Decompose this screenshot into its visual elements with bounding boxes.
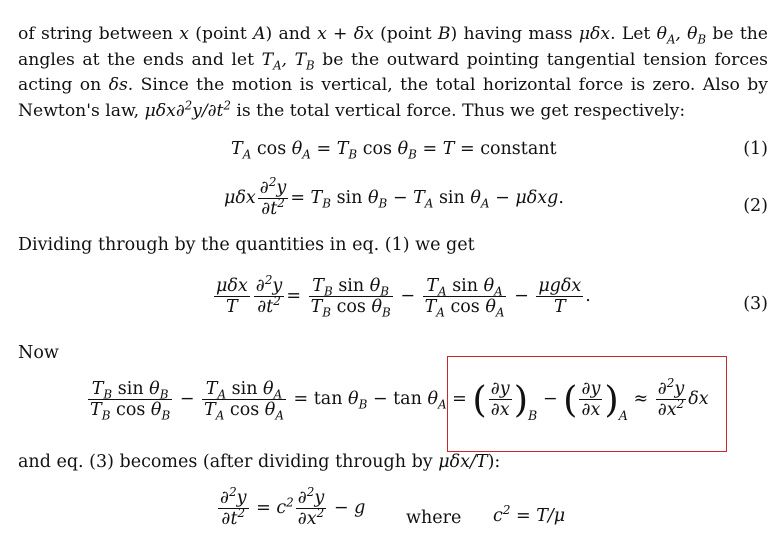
text-segment: ) having mass bbox=[450, 24, 579, 44]
equation-5 bbox=[0, 485, 778, 546]
becomes-text-part-b: ): bbox=[487, 452, 501, 472]
equation-5-body: $\frac{\partial^2y}{\partial t^2}$ = $c^2$ $\frac{\partial^2y}{\partial x^2}$ − g bbox=[220, 485, 366, 530]
math-ds: δs bbox=[108, 75, 128, 95]
math-force: $\mu\delta x\partial^2y/\partial t^2$ bbox=[144, 97, 231, 121]
text-segment: be the angles at the ends and let bbox=[18, 24, 768, 70]
text-segment: ) and bbox=[265, 24, 318, 44]
wave-speed-definition: $c^2 = T/\mu$ bbox=[493, 503, 566, 526]
equation-2-body: μδx $\frac{\partial^2y}{\partial t^2}$ = $T_B$ $\sin \theta_B - T_A$ $\sin \theta_A - \mu\delta xg$. bbox=[224, 175, 564, 220]
math-x: x bbox=[179, 24, 189, 44]
text-segment: is the total vertical force. Thus we get respectively: bbox=[230, 100, 686, 121]
text-segment: . Since the motion is vertical, the total horizontal force is zero. Also by Newton's law, bbox=[18, 75, 769, 121]
text-segment: be the outward pointing tangential tension forces acting on bbox=[18, 49, 768, 95]
becomes-text-part-a: and eq. (3) becomes (after dividing through by bbox=[18, 452, 439, 472]
math-point-b: B bbox=[437, 24, 451, 44]
where-text: where bbox=[406, 508, 462, 528]
becomes-text bbox=[18, 452, 500, 472]
math-point-a: A bbox=[253, 24, 266, 44]
text-segment: (point bbox=[188, 24, 254, 44]
math-x-plus-dx: x bbox=[317, 24, 327, 44]
intro-paragraph: of string between x (point A) and x + δx (point B) having mass μδx. Let $\theta_A$, $\theta_B$ be the angles at the ends and let $T_A$, $T_B$ be the outward pointing tangential tension forces acting on δs. Since the motion is vertical, the total horizontal force is zero. Also by Newton's law, $\mu\delta x\partial^2y/\partial t^2$ is the total vertical force. Thus we get respectively: bbox=[18, 24, 769, 121]
text-segment: . Let bbox=[610, 24, 657, 44]
equation-1-number: (1) bbox=[743, 139, 768, 159]
equation-3 bbox=[0, 273, 778, 336]
equation-3-body: $\frac{\text{μδx}}{T}$ $\frac{\partial^2y}{\partial t^2}$ = $\frac{T_B \sin \theta_B}{T_B \cos \theta_B}$ − $\frac{T_A \sin \theta_A}{T_A \cos \theta_A}$ − $\frac{\text{μgδx}}{T}$ . bbox=[216, 273, 591, 320]
equation-4-body: $\frac{T_B \sin \theta_B}{T_B \cos \theta_B}$ − $\frac{T_A \sin \theta_A}{T_A \cos \theta_A}$ = $\tan \theta_B - \tan \theta_A$ = ( $\frac{\partial y}{\partial x}$ )$_B$ − ( $\frac{\partial y}{\partial x}$ )$_A$ ≈ $\frac{\partial^2y}{\partial x^2}$ δx bbox=[90, 376, 709, 423]
text-segment: (point bbox=[373, 24, 438, 44]
equation-2 bbox=[0, 175, 778, 234]
equation-3-number: (3) bbox=[743, 294, 768, 314]
math-thetas: $\theta_A$, $\theta_B$ bbox=[656, 24, 707, 47]
equation-2-number: (2) bbox=[743, 196, 768, 216]
dividing-text: Dividing through by the quantities in eq. (1) we get bbox=[18, 235, 475, 255]
math-mass: μδx bbox=[578, 24, 611, 44]
highlight-box bbox=[447, 356, 727, 452]
becomes-text-math: μδx/T bbox=[438, 452, 488, 472]
text-segment: of string between bbox=[18, 24, 180, 44]
equation-1-body: $T_A$ $\cos \theta_A = T_B$ $\cos \theta_B = T$ = constant bbox=[231, 139, 557, 162]
math-tensions: $T_A$, $T_B$ bbox=[261, 49, 315, 72]
now-text: Now bbox=[18, 343, 59, 363]
